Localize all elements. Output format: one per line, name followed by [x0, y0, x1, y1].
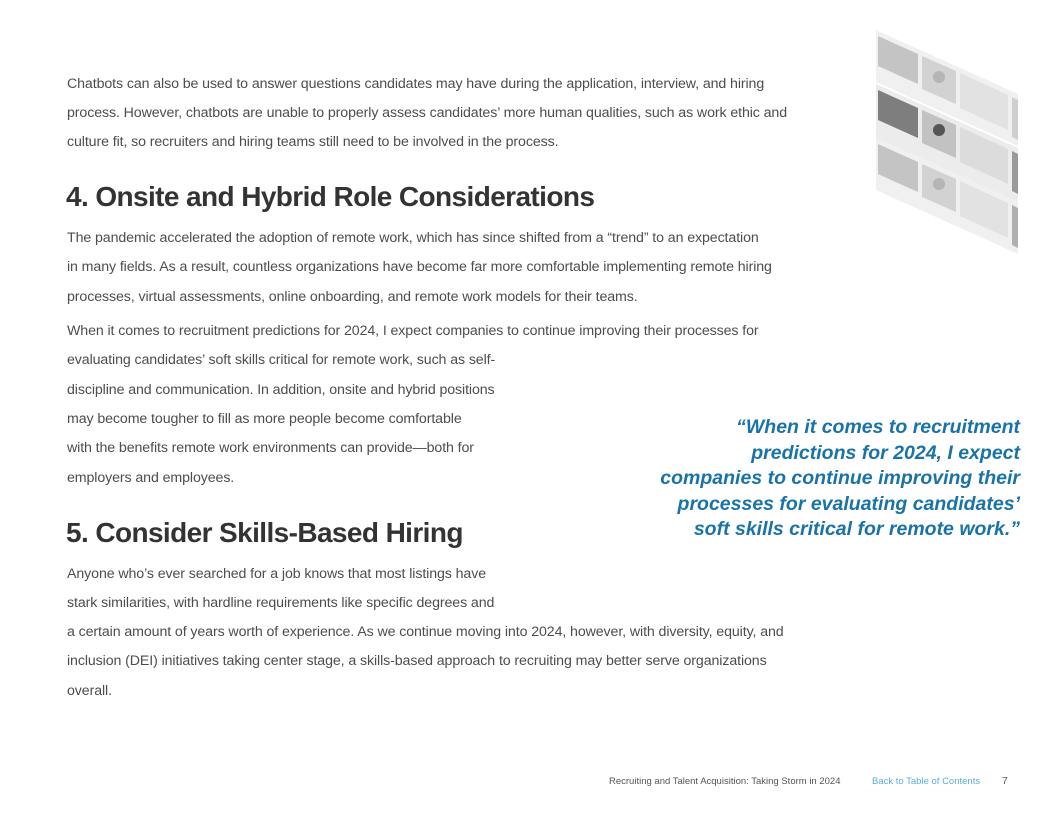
section-5-para-line: Anyone who’s ever searched for a job knows that most listings have	[67, 566, 486, 582]
section-4-para-2-line: may become tougher to fill as more people become comfortable	[67, 411, 462, 427]
pull-quote-line: companies to continue improving their	[660, 467, 1020, 489]
intro-line: culture fit, so recruiters and hiring teams still need to be involved in the process.	[67, 134, 559, 150]
section-5-para-line: stark similarities, with hardline requirements like specific degrees and	[67, 595, 495, 611]
intro-line: process. However, chatbots are unable to properly assess candidates’ more human qualities, such as work ethic and	[67, 105, 788, 121]
section-4-para-1-line: in many fields. As a result, countless organizations have become far more comfortable implementing remote hiring	[67, 259, 772, 275]
pull-quote-line: predictions for 2024, I expect	[751, 441, 1020, 464]
section-4-para-2-line: evaluating candidates’ soft skills critical for remote work, such as self-	[67, 352, 496, 368]
section-4-para-2-line: When it comes to recruitment predictions for 2024, I expect companies to continue improving their processes for	[67, 323, 759, 339]
candidate-profiles-illustration-icon	[872, 22, 1022, 254]
section-5-para-line: overall.	[67, 683, 112, 699]
page-number: 7	[1002, 775, 1008, 787]
pull-quote-line: “When it comes to recruitment	[736, 416, 1020, 438]
section-4-para-2-line: discipline and communication. In addition, onsite and hybrid positions	[67, 382, 495, 398]
pull-quote-line: soft skills critical for remote work.”	[693, 518, 1020, 540]
footer-doc-title: Recruiting and Talent Acquisition: Taking Storm in 2024	[609, 776, 841, 787]
section-4-para-2-line: employers and employees.	[67, 470, 235, 486]
pull-quote	[600, 415, 1020, 543]
back-to-toc-link[interactable]: Back to Table of Contents	[872, 776, 981, 787]
section-5-para-line: a certain amount of years worth of experience. As we continue moving into 2024, however, with diversity, equity, and	[67, 624, 784, 640]
section-4-heading: 4. Onsite and Hybrid Role Considerations	[66, 181, 595, 212]
section-5-heading: 5. Consider Skills-Based Hiring	[66, 517, 463, 548]
section-4-para-2-line: with the benefits remote work environments can provide—both for	[67, 440, 474, 456]
section-5-para-line: inclusion (DEI) initiatives taking center stage, a skills-based approach to recruiting may better serve organizations	[67, 653, 767, 669]
intro-line: Chatbots can also be used to answer questions candidates may have during the application, interview, and hiring	[67, 76, 765, 92]
section-4-para-1-line: The pandemic accelerated the adoption of remote work, which has since shifted from a “trend” to an expectation	[67, 230, 759, 246]
section-4-para-1-line: processes, virtual assessments, online onboarding, and remote work models for their teams.	[67, 289, 638, 305]
pull-quote-line: processes for evaluating candidates’	[677, 492, 1020, 515]
